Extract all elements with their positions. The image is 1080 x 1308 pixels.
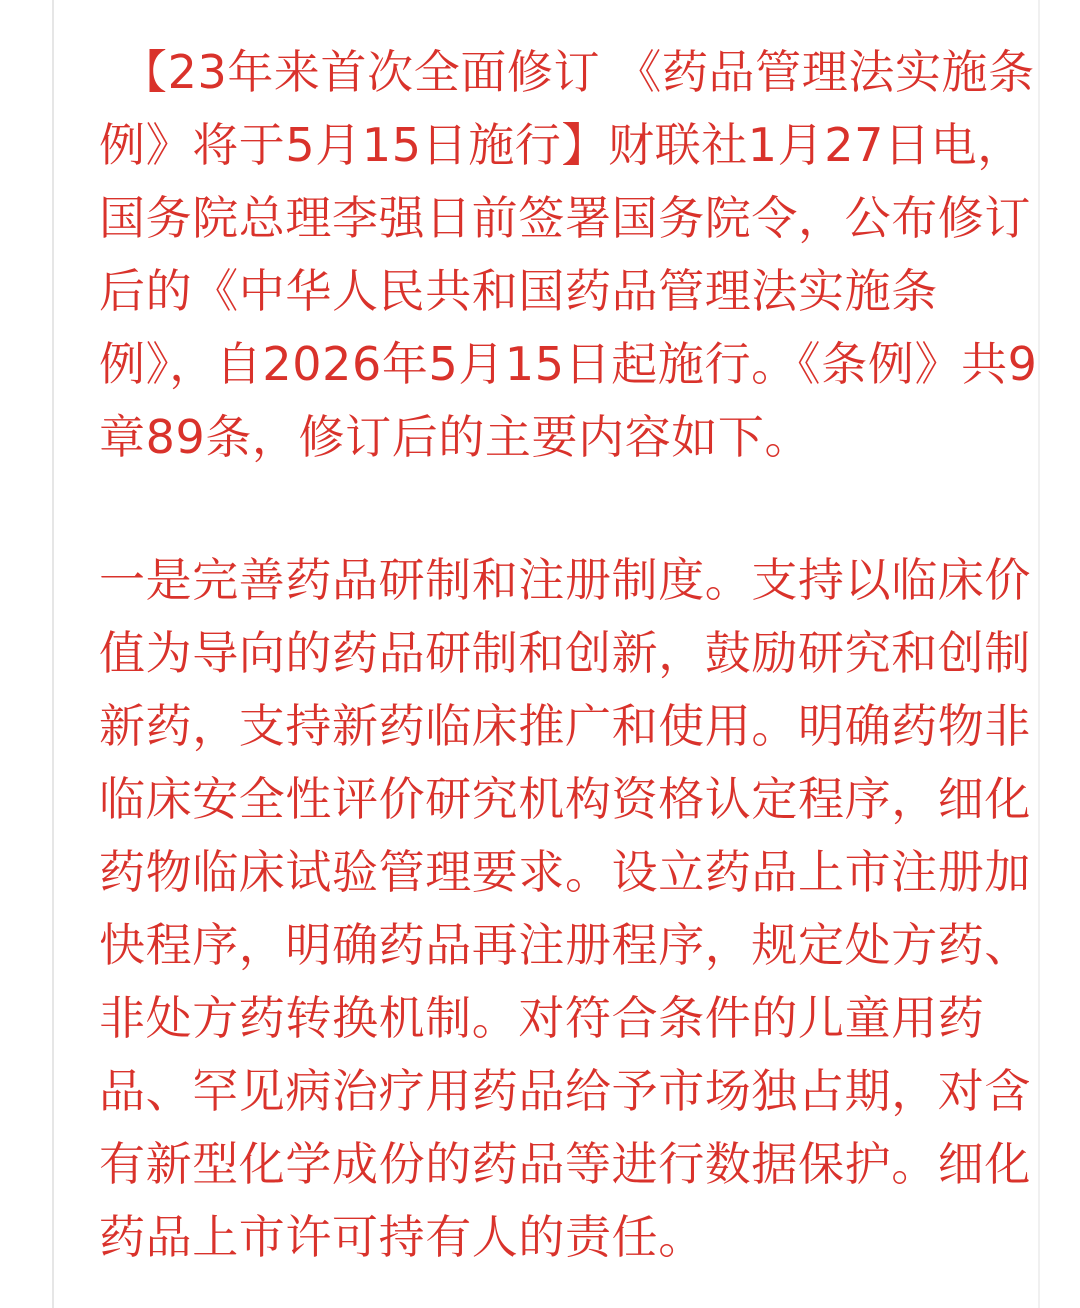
left-divider	[52, 0, 54, 1308]
paragraph-point-one: 一是完善药品研制和注册制度。支持以临床价值为导向的药品研制和创新，鼓励研究和创制新药，支持新药临床推广和使用。明确药物非临床安全性评价研究机构资格认定程序，细化药物临床试验管理要求。设立药品上市注册加快程序，明确药品再注册程序，规定处方药、非处方药转换机制。对符合条件的儿童用药品、罕见病治疗用药品给予市场独占期，对含有新型化学成份的药品等进行数据保护。细化药品上市许可持有人的责任。	[99, 553, 1031, 1264]
paragraph-intro: 【23年来首次全面修订 《药品管理法实施条例》将于5月15日施行】财联社1月27日电，国务院总理李强日前签署国务院令，公布修订后的《中华人民共和国药品管理法实施条例》，自2026年5月15日起施行。《条例》共9章89条，修订后的主要内容如下。	[99, 45, 1038, 464]
paragraph-spacer	[99, 474, 1039, 544]
article-body	[99, 36, 1039, 1274]
